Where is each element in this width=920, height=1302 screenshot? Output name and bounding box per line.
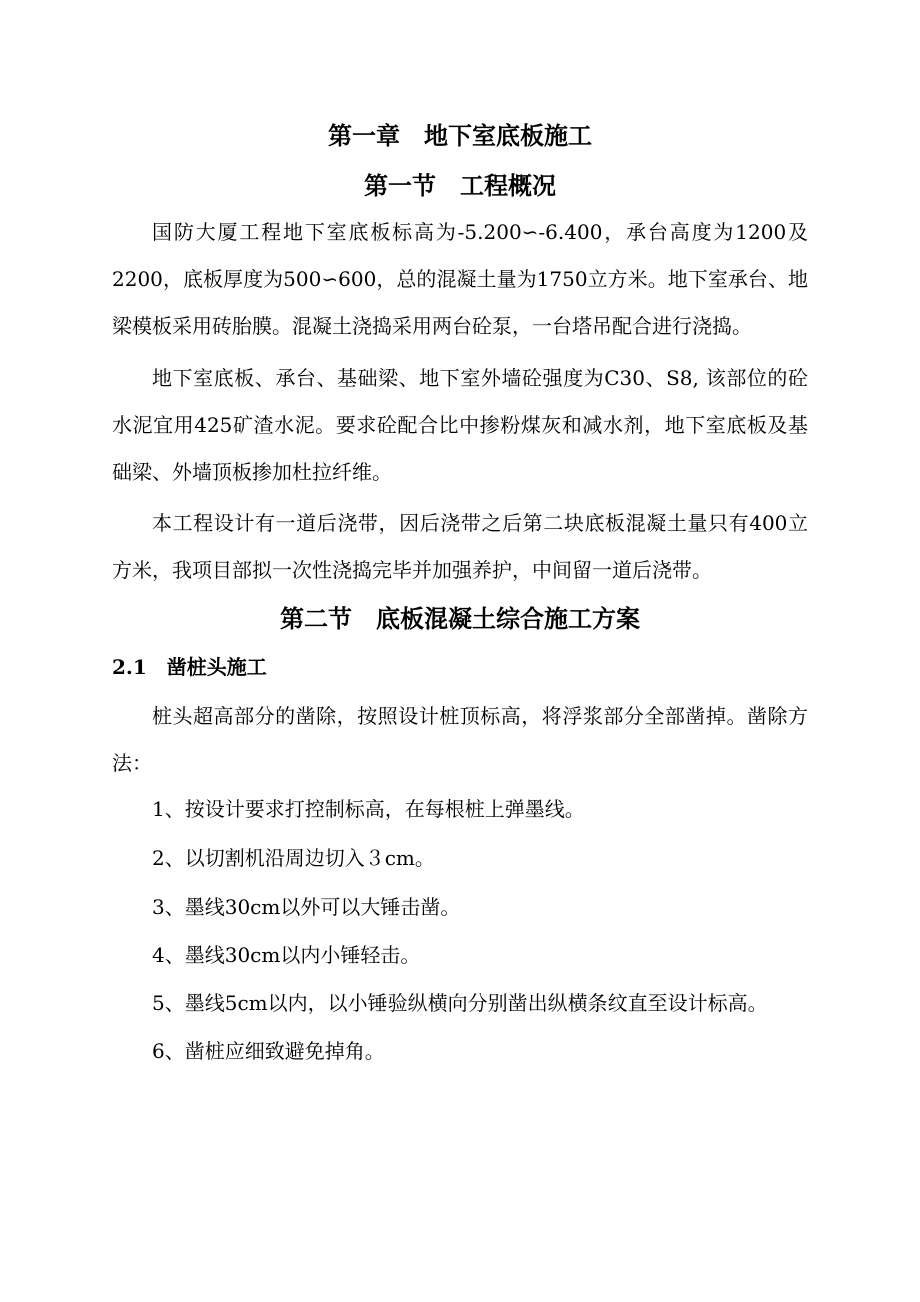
section-1-paragraph-3: 本工程设计有一道后浇带，因后浇带之后第二块底板混凝土量只有400立方米，我项目部拟一次性浇捣完毕并加强养护，中间留一道后浇带。 bbox=[112, 511, 808, 582]
step-item-4: 4、墨线30cm以内小锤轻击。 bbox=[152, 943, 421, 967]
section-2-title: 第二节 底板混凝土综合施工方案 bbox=[280, 604, 640, 633]
chapter-title: 第一章 地下室底板施工 bbox=[328, 121, 592, 150]
section-1-title: 第一节 工程概况 bbox=[364, 171, 556, 200]
step-item-2: 2、以切割机沿周边切入３cm。 bbox=[152, 846, 435, 870]
subsection-2-1-title: 2.1 凿桩头施工 bbox=[112, 655, 267, 679]
step-item-3: 3、墨线30cm以外可以大锤击凿。 bbox=[152, 895, 461, 919]
step-item-1: 1、按设计要求打控制标高，在每根桩上弹墨线。 bbox=[152, 797, 585, 821]
step-item-5: 5、墨线5cm以内，以小锤验纵横向分别凿出纵横条纹直至设计标高。 bbox=[152, 991, 768, 1015]
subsection-2-1-intro: 桩头超高部分的凿除，按照设计桩顶标高，将浮浆部分全部凿掉。凿除方法： bbox=[112, 704, 808, 775]
step-item-6: 6、凿桩应细致避免掉角。 bbox=[152, 1039, 385, 1063]
section-1-paragraph-2: 地下室底板、承台、基础梁、地下室外墙砼强度为C30、S8, 该部位的砼水泥宜用425矿渣水泥。要求砼配合比中掺粉煤灰和减水剂，地下室底板及基础梁、外墙顶板掺加杜拉纤维。 bbox=[112, 366, 808, 484]
section-1-paragraph-1: 国防大厦工程地下室底板标高为-5.200∽-6.400，承台高度为1200及2200，底板厚度为500∽600，总的混凝土量为1750立方米。地下室承台、地梁模板采用砖胎膜。混凝土浇捣采用两台砼泵，一台塔吊配合进行浇捣。 bbox=[112, 220, 808, 338]
